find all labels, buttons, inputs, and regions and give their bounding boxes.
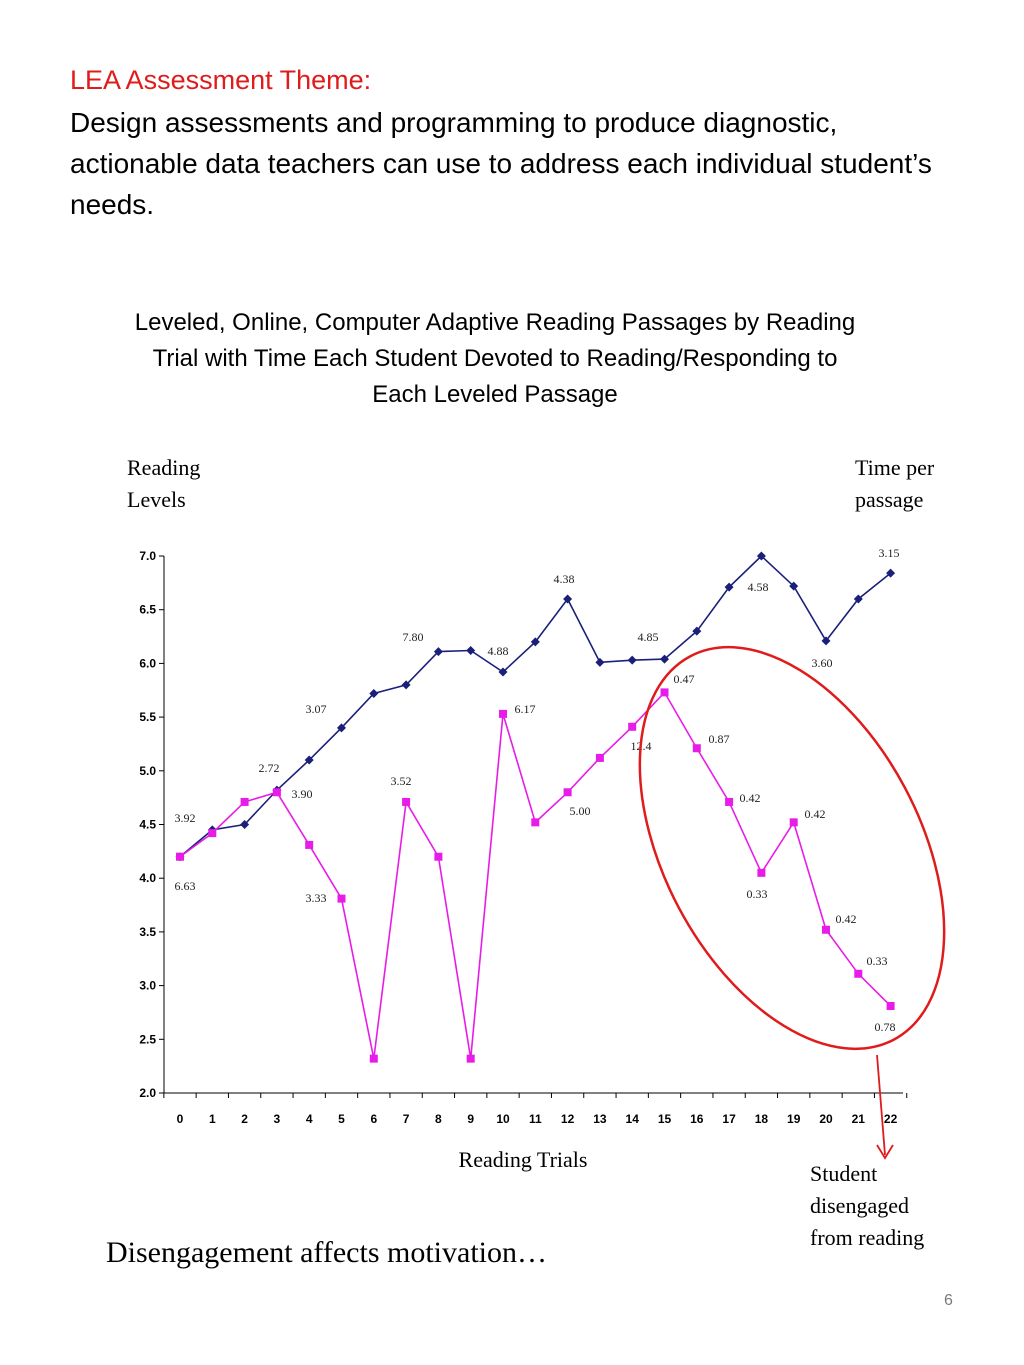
series-1-point <box>564 788 572 796</box>
series-1-point <box>822 926 830 934</box>
theme-title: LEA Assessment Theme: <box>70 65 372 95</box>
y-tick-label: 5.0 <box>139 763 156 778</box>
x-tick-label: 5 <box>338 1112 345 1126</box>
x-tick-label: 9 <box>467 1112 475 1126</box>
x-tick-label: 7 <box>402 1112 410 1126</box>
x-tick-label: 10 <box>496 1112 510 1126</box>
data-label: 3.07 <box>305 702 327 716</box>
series-1-point <box>338 895 346 903</box>
series-1-point <box>725 798 733 806</box>
y-tick-label: 5.5 <box>139 710 156 725</box>
series-1-point <box>467 1055 475 1063</box>
x-tick-label: 18 <box>754 1112 769 1126</box>
series-1-point <box>499 710 507 718</box>
series-1-point <box>402 798 410 806</box>
x-tick-label: 17 <box>722 1112 736 1126</box>
data-label: 0.33 <box>866 954 888 968</box>
y-tick-label: 3.5 <box>139 924 156 939</box>
x-tick-label: 11 <box>528 1112 542 1126</box>
series-1-line <box>180 692 891 1058</box>
y-axis-label-right: Time per passage <box>855 455 935 512</box>
series-1-point <box>596 754 604 762</box>
series-1-point <box>305 841 313 849</box>
series-1-point <box>628 723 636 731</box>
series-0-point <box>595 658 604 667</box>
data-label: 6.17 <box>514 702 536 716</box>
x-tick-label: 16 <box>690 1112 704 1126</box>
y-tick-label: 6.5 <box>139 602 156 617</box>
x-tick-label: 3 <box>273 1112 281 1126</box>
series-1-point <box>241 798 249 806</box>
series-1-point <box>693 744 701 752</box>
data-label: 0.33 <box>746 887 768 901</box>
series-1-point <box>887 1002 895 1010</box>
data-label: 12.4 <box>630 739 652 753</box>
series-1-point <box>434 853 442 861</box>
data-label: 0.42 <box>804 807 826 821</box>
data-label: 4.85 <box>637 630 659 644</box>
series-1-point <box>790 818 798 826</box>
x-tick-label: 12 <box>560 1112 575 1126</box>
y-axis-label-left: Reading Levels <box>127 455 201 512</box>
data-label: 3.92 <box>174 811 196 825</box>
data-label: 5.00 <box>569 804 591 818</box>
data-label: 0.78 <box>874 1020 896 1034</box>
x-tick-label: 1 <box>208 1112 216 1126</box>
data-label: 2.72 <box>258 761 280 775</box>
y-tick-label: 7.0 <box>139 549 156 563</box>
y-tick-label: 6.0 <box>139 656 156 671</box>
x-tick-label: 15 <box>657 1112 672 1126</box>
x-axis-label: Reading Trials <box>458 1147 588 1172</box>
x-tick-label: 21 <box>851 1112 865 1126</box>
footer-note: Disengagement affects motivation… <box>106 1236 547 1269</box>
x-tick-label: 14 <box>625 1112 639 1126</box>
x-tick-label: 4 <box>305 1112 313 1126</box>
x-tick-label: 6 <box>370 1112 378 1126</box>
series-1-point <box>757 869 765 877</box>
series-1-point <box>854 970 862 978</box>
series-0-point <box>466 646 475 655</box>
series-0-point <box>628 656 637 665</box>
x-tick-label: 22 <box>883 1112 898 1126</box>
data-label: 0.42 <box>739 791 761 805</box>
series-1-point <box>370 1055 378 1063</box>
data-label: 3.33 <box>305 891 327 905</box>
series-1-point <box>531 818 539 826</box>
data-label: 4.88 <box>487 644 509 658</box>
data-label: 4.38 <box>553 572 575 586</box>
page-number: 6 <box>944 1292 953 1309</box>
chart-title: Leveled, Online, Computer Adaptive Reading Passages by Reading Trial with Time Each Student Devoted to Reading/Responding to Each Leveled Passage <box>134 309 856 408</box>
highlight-ellipse <box>577 596 1007 1099</box>
x-tick-label: 19 <box>787 1112 801 1126</box>
series-1-point <box>661 688 669 696</box>
y-tick-label: 2.0 <box>139 1086 156 1100</box>
series-1-point <box>176 853 184 861</box>
data-label: 0.47 <box>673 672 695 686</box>
data-label: 3.90 <box>291 787 313 801</box>
y-tick-label: 3.0 <box>139 978 156 993</box>
y-tick-label: 4.5 <box>139 817 156 832</box>
series-1-point <box>208 829 216 837</box>
disengaged-callout: Student disengaged from reading <box>810 1161 925 1250</box>
data-label: 3.15 <box>878 546 900 560</box>
data-label: 7.80 <box>402 630 424 644</box>
data-label: 3.60 <box>811 656 833 670</box>
x-tick-label: 20 <box>819 1112 833 1126</box>
x-tick-label: 0 <box>176 1112 184 1126</box>
data-label: 6.63 <box>174 879 196 893</box>
series-1-point <box>273 788 281 796</box>
data-label: 0.87 <box>708 732 730 746</box>
data-label: 4.58 <box>747 580 769 594</box>
data-label: 0.42 <box>835 912 857 926</box>
callout-arrow-line <box>877 1055 885 1155</box>
y-tick-label: 4.0 <box>139 871 156 886</box>
theme-body: Design assessments and programming to produce diagnostic, actionable data teachers can use to address each individual student’s needs. <box>70 107 932 220</box>
x-tick-label: 2 <box>241 1112 248 1126</box>
x-tick-label: 8 <box>435 1112 442 1126</box>
x-tick-label: 13 <box>593 1112 607 1126</box>
y-tick-label: 2.5 <box>139 1032 156 1047</box>
data-label: 3.52 <box>390 774 412 788</box>
